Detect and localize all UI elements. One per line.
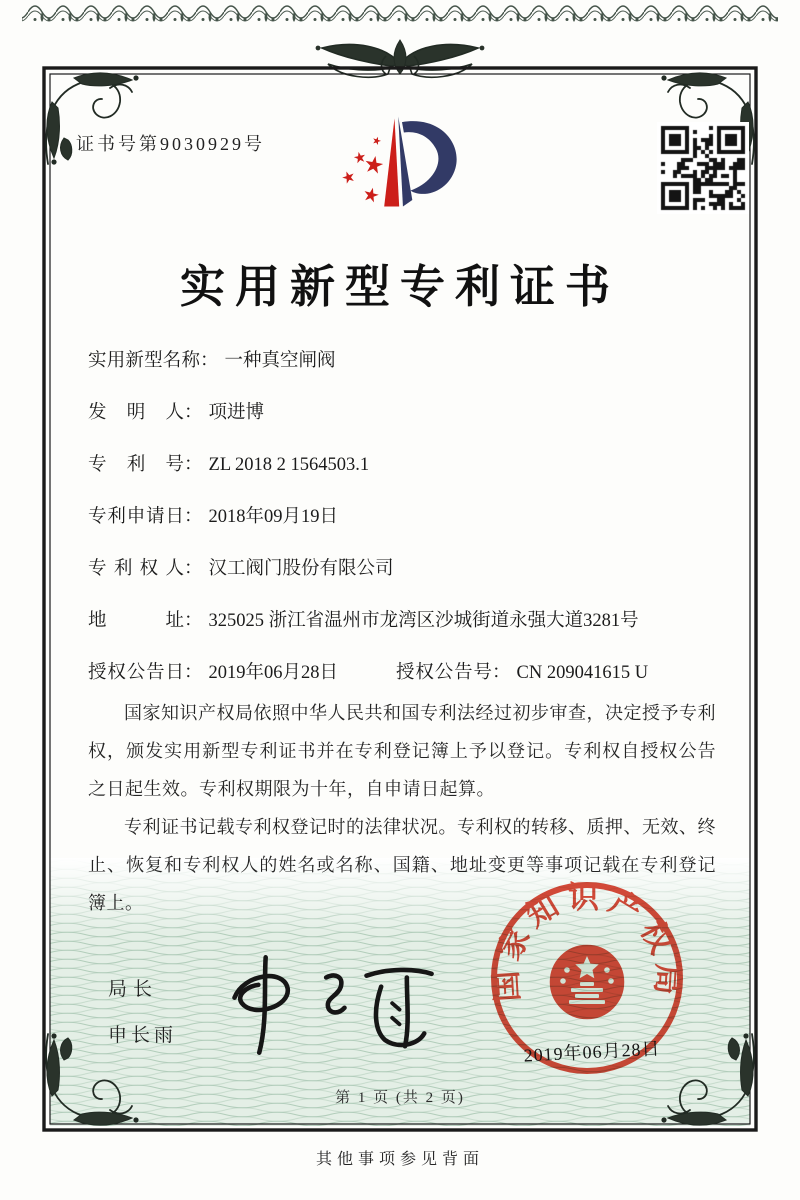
handwritten-signature-icon (218, 950, 438, 1060)
seal-ring-text: 国家知识产权局 (488, 879, 686, 1003)
field-label: 授权公告日 (88, 663, 184, 683)
field-row-filing-date: 专利申请日： 2018年09月19日 (88, 502, 728, 554)
signatory-name: 申长雨 (108, 1025, 178, 1046)
national-emblem (551, 946, 623, 1018)
top-lace-band (22, 3, 778, 27)
field-row-grant: 授权公告日： 2019年06月28日 授权公告号： CN 209041615 U (88, 658, 728, 710)
qr-code (657, 122, 749, 214)
field-value: ZL 2018 2 1564503.1 (208, 455, 370, 475)
field-row-address: 地址： 325025 浙江省温州市龙湾区沙城街道永强大道3281号 (88, 606, 728, 658)
field-value: 2019年06月28日 (208, 663, 339, 683)
field-value: 325025 浙江省温州市龙湾区沙城街道永强大道3281号 (208, 611, 639, 631)
field-label: 专利号 (88, 455, 184, 475)
cnipa-patent-logo-icon (327, 103, 477, 235)
field-value: 项进博 (208, 403, 265, 423)
certificate-title: 实用新型专利证书 (179, 262, 620, 312)
field-row-inventor: 发明人： 项进博 (88, 398, 728, 450)
field-label: 发明人 (88, 403, 184, 423)
field-value: 一种真空闸阀 (224, 351, 336, 371)
corner-flourish-bl (46, 1033, 138, 1125)
field-value: 2018年09月19日 (208, 507, 339, 527)
footer-note: 其他事项参见背面 (315, 1151, 484, 1168)
signatory-title: 局长 (108, 979, 159, 1000)
top-center-ornament (316, 40, 485, 77)
field-label: 实用新型名称 (88, 351, 200, 371)
field-label: 地址 (88, 611, 184, 631)
field-label: 授权公告号 (396, 663, 493, 683)
field-list (88, 346, 728, 710)
seal-date: 2019年06月28日 (523, 1038, 661, 1066)
field-label: 专利权人 (88, 559, 184, 579)
page-number: 第 1 页 (共 2 页) (335, 1090, 465, 1106)
legal-paragraph-1: 国家知识产权局依照中华人民共和国专利法经过初步审查，决定授予专利权，颁发实用新型专利证书并在专利登记簿上予以登记。专利权自授权公告之日起生效。专利权期限为十年，自申请日起算。 (88, 703, 716, 799)
legal-paragraph-2: 专利证书记载专利权登记时的法律状况。专利权的转移、质押、无效、终止、恢复和专利权人的姓名或名称、国籍、地址变更等事项记载在专利登记簿上。 (88, 817, 716, 913)
field-value: 汉工阀门股份有限公司 (208, 559, 394, 579)
field-value: CN 209041615 U (516, 663, 649, 683)
field-row-patentee: 专利权人： 汉工阀门股份有限公司 (88, 554, 728, 606)
field-label: 专利申请日 (88, 507, 184, 527)
certificate-number: 证书号第9030929号 (76, 134, 265, 154)
field-row-name: 实用新型名称： 一种真空闸阀 (88, 346, 728, 398)
field-row-patent-number: 专利号： ZL 2018 2 1564503.1 (88, 450, 728, 502)
